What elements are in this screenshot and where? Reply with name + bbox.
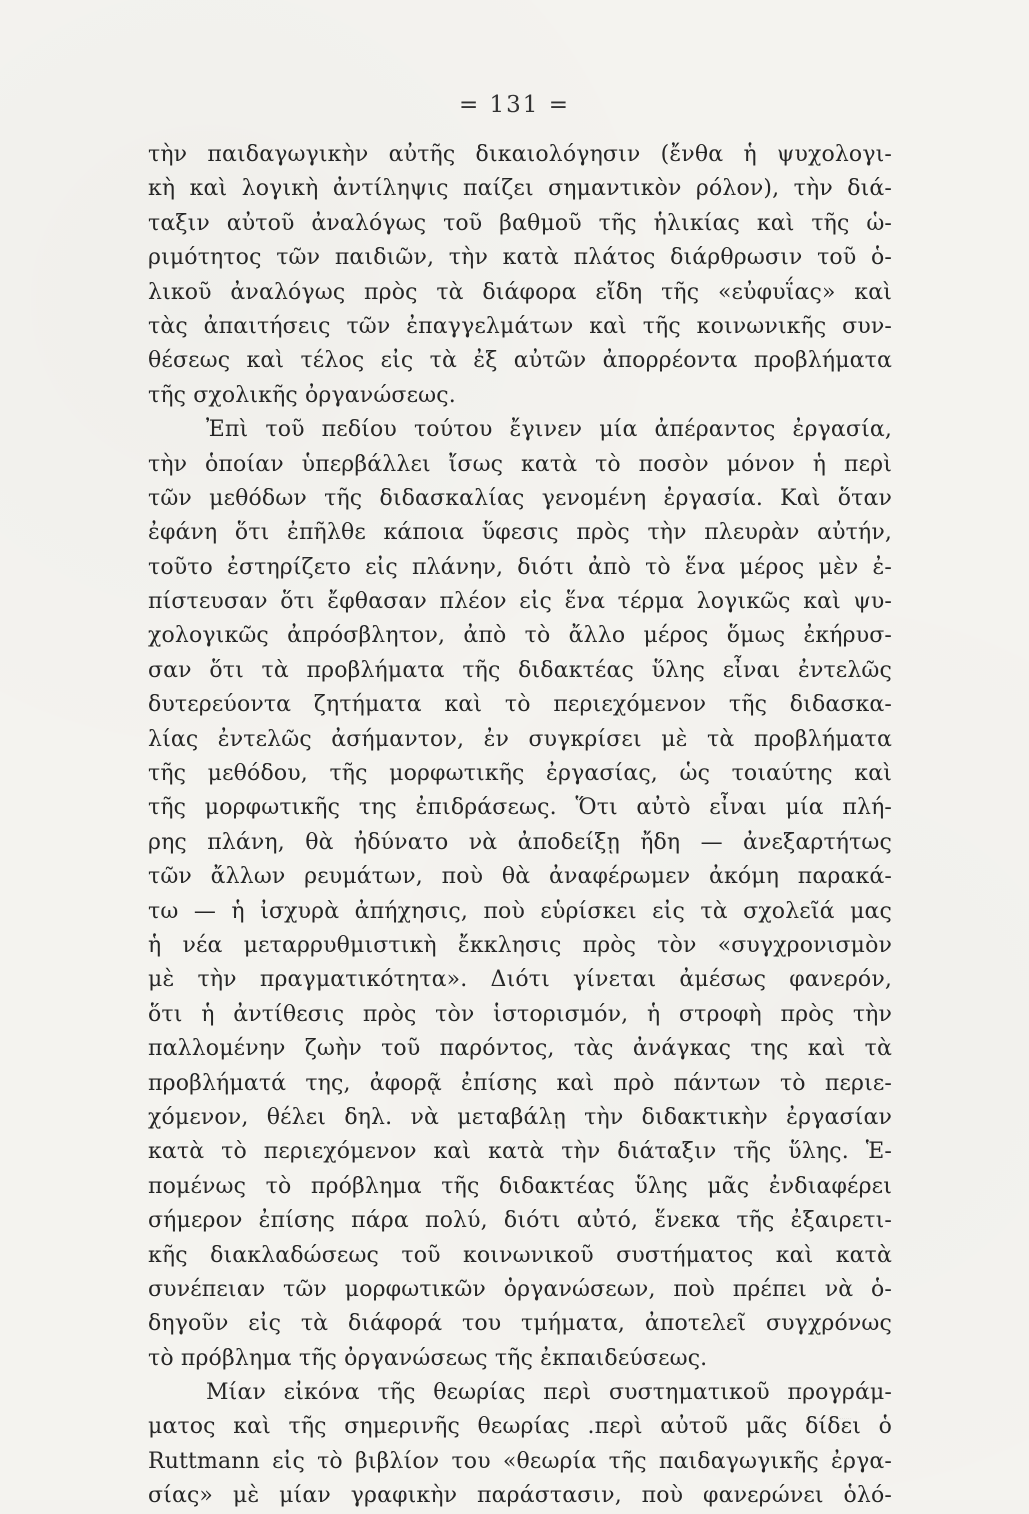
text-line: τὴν ὁποίαν ὑπερβάλλει ἴσως κατὰ τὸ ποσὸν μόνον ἡ περὶ bbox=[148, 451, 892, 477]
text-line: τῆς μεθόδου, τῆς μορφωτικῆς ἐργασίας, ὡς τοιαύτης καὶ bbox=[148, 761, 892, 787]
text-line: τὰς ἀπαιτήσεις τῶν ἐπαγγελμάτων καὶ τῆς κοινωνικῆς συν- bbox=[148, 313, 892, 339]
text-line: κῆς διακλαδώσεως τοῦ κοινωνικοῦ συστήματος καὶ κατὰ bbox=[148, 1242, 892, 1268]
text-line: σήμερον ἐπίσης πάρα πολύ, διότι αὐτό, ἕνεκα τῆς ἐξαιρετι- bbox=[148, 1208, 892, 1234]
text-line: παλλομένην ζωὴν τοῦ παρόντος, τὰς ἀνάγκας της καὶ τὰ bbox=[148, 1036, 892, 1062]
text-line: κατὰ τὸ περιεχόμενον καὶ κατὰ τὴν διάταξιν τῆς ὕλης. Ἑ- bbox=[148, 1139, 892, 1165]
text-line: προβλήματά της, ἀφορᾷ ἐπίσης καὶ πρὸ πάντων τὸ περιε- bbox=[148, 1070, 892, 1096]
text-line: τοῦτο ἐστηρίζετο εἰς πλάνην, διότι ἀπὸ τὸ ἕνα μέρος μὲν ἐ- bbox=[148, 554, 892, 580]
text-line: τῶν μεθόδων τῆς διδασκαλίας γενομένη ἐργασία. Καὶ ὅταν bbox=[148, 485, 892, 511]
text-line: τῆς μορφωτικῆς της ἐπιδράσεως. Ὅτι αὐτὸ εἶναι μία πλή- bbox=[148, 795, 892, 821]
text-line: σίας» μὲ μίαν γραφικὴν παράστασιν, ποὺ φανερώνει ὁλό- bbox=[148, 1483, 892, 1509]
body-text bbox=[148, 138, 892, 1514]
page-number: = 131 = bbox=[458, 92, 571, 118]
text-line: Ruttmann εἰς τὸ βιβλίον του «θεωρία τῆς παιδαγωγικῆς ἐργα- bbox=[148, 1448, 892, 1474]
text-line: συνέπειαν τῶν μορφωτικῶν ὀργανώσεων, ποὺ πρέπει νὰ ὁ- bbox=[148, 1276, 892, 1302]
text-line: θέσεως καὶ τέλος εἰς τὰ ἐξ αὐτῶν ἀπορρέοντα προβλήματα bbox=[148, 348, 892, 374]
text-line: λικοῦ ἀναλόγως πρὸς τὰ διάφορα εἴδη τῆς «εὐφυΐας» καὶ bbox=[148, 279, 892, 305]
text-line: ἐφάνη ὅτι ἐπῆλθε κάποια ὕφεσις πρὸς τὴν πλευρὰν αὐτήν, bbox=[148, 520, 892, 546]
text-line: Μίαν εἰκόνα τῆς θεωρίας περὶ συστηματικοῦ προγράμ- bbox=[206, 1380, 892, 1406]
text-line: ὅτι ἡ ἀντίθεσις πρὸς τὸν ἱστορισμόν, ἡ στροφὴ πρὸς τὴν bbox=[148, 1001, 892, 1027]
text-line: ἡ νέα μεταρρυθμιστικὴ ἔκκλησις πρὸς τὸν «συγχρονισμὸν bbox=[148, 932, 892, 958]
text-line: πομένως τὸ πρόβλημα τῆς διδακτέας ὕλης μᾶς ἐνδιαφέρει bbox=[148, 1173, 892, 1199]
text-line: τὴν παιδαγωγικὴν αὐτῆς δικαιολόγησιν (ἔνθα ἡ ψυχολογι- bbox=[148, 142, 892, 167]
text-line: δηγοῦν εἰς τὰ διάφορά του τμήματα, ἀποτελεῖ συγχρόνως bbox=[148, 1311, 892, 1337]
text-line: σαν ὅτι τὰ προβλήματα τῆς διδακτέας ὕλης εἶναι ἐντελῶς bbox=[148, 657, 892, 683]
paper-mark bbox=[811, 1404, 851, 1419]
text-line: τὸ πρόβλημα τῆς ὀργανώσεως τῆς ἐκπαιδεύσεως. bbox=[148, 1345, 708, 1371]
text-line: μὲ τὴν πραγματικότητα». Διότι γίνεται ἀμέσως φανερόν, bbox=[148, 967, 892, 993]
text-line: ριμότητος τῶν παιδιῶν, τὴν κατὰ πλάτος διάρθρωσιν τοῦ ὁ- bbox=[148, 245, 892, 271]
text-line: τω — ἡ ἰσχυρὰ ἀπήχησις, ποὺ εὑρίσκει εἰς τὰ σχολεῖά μας bbox=[148, 898, 892, 924]
text-line: ματος καὶ τῆς σημερινῆς θεωρίας .περὶ αὐτοῦ μᾶς δίδει ὁ bbox=[148, 1414, 892, 1440]
text-line: κὴ καὶ λογικὴ ἀντίληψις παίζει σημαντικὸν ρόλον), τὴν διά- bbox=[148, 176, 892, 202]
text-line: χολογικῶς ἀπρόσβλητον, ἀπὸ τὸ ἄλλο μέρος ὅμως ἐκήρυσ- bbox=[148, 623, 892, 649]
text-line: ταξιν αὐτοῦ ἀναλόγως τοῦ βαθμοῦ τῆς ἡλικίας καὶ τῆς ὡ- bbox=[148, 210, 892, 236]
text-line: τῆς σχολικῆς ὀργανώσεως. bbox=[148, 382, 456, 408]
text-line: τῶν ἄλλων ρευμάτων, ποὺ θὰ ἀναφέρωμεν ἀκόμη παρακά- bbox=[148, 864, 892, 890]
text-line: Ἐπὶ τοῦ πεδίου τούτου ἔγινεν μία ἀπέραντος ἐργασία, bbox=[206, 417, 892, 443]
text-line: πίστευσαν ὅτι ἔφθασαν πλέον εἰς ἕνα τέρμα λογικῶς καὶ ψυ- bbox=[148, 589, 892, 615]
text-line: λίας ἐντελῶς ἀσήμαντον, ἐν συγκρίσει μὲ τὰ προβλήματα bbox=[148, 726, 892, 752]
text-line: χόμενον, θέλει δηλ. νὰ μεταβάλῃ τὴν διδακτικὴν ἐργασίαν bbox=[148, 1104, 892, 1130]
text-line: ρης πλάνη, θὰ ἠδύνατο νὰ ἀποδείξῃ ἤδη — ἀνεξαρτήτως bbox=[148, 829, 892, 855]
text-line: δυτερεύοντα ζητήματα καὶ τὸ περιεχόμενον τῆς διδασκα- bbox=[148, 692, 892, 718]
